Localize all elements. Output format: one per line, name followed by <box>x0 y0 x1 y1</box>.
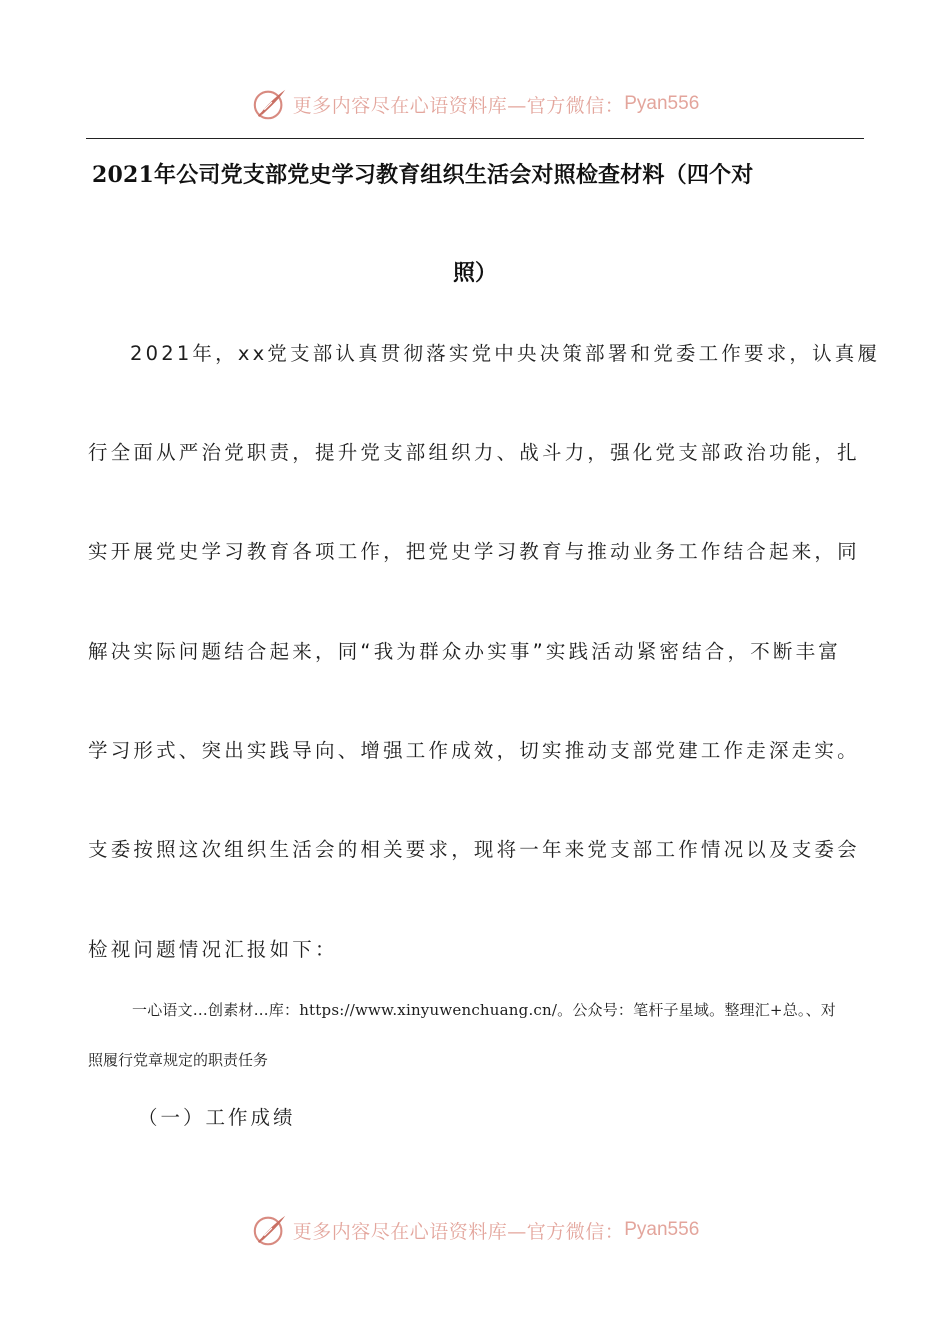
body-line-2: 行全面从严治党职责，提升党支部组织力、战斗力，强化党支部政治功能，扎 <box>88 441 860 464</box>
body-line-6: 支委按照这次组织生活会的相关要求，现将一年来党支部工作情况以及支委会 <box>88 838 860 861</box>
body-line-4: 解决实际问题结合起来，同“我为群众办实事”实践活动紧密结合，不断丰富 <box>88 640 842 663</box>
header-rule <box>86 138 864 139</box>
header-watermark-text: 更多内容尽在心语资料库—官方微信： <box>292 94 625 117</box>
document-title-line-2: 照） <box>452 260 497 286</box>
body-line-5: 学习形式、突出实践导向、增强工作成效，切实推动支部党建工作走深走实。 <box>88 739 860 762</box>
body-line-1: 2021年，xx党支部认真贯彻落实党中央决策部署和党委工作要求，认真履 <box>130 342 881 365</box>
quill-logo-icon <box>251 1211 289 1249</box>
footer-watermark-banner <box>0 1208 950 1252</box>
body-line-3: 实开展党史学习教育各项工作，把党史学习教育与推动业务工作结合起来，同 <box>88 540 860 563</box>
footer-watermark-account: Pyan556 <box>624 1219 700 1240</box>
footer-watermark-text: 更多内容尽在心语资料库—官方微信： <box>292 1220 625 1243</box>
quill-logo-icon <box>251 85 289 123</box>
body-line-7: 检视问题情况汇报如下： <box>88 938 338 961</box>
header-watermark-banner <box>0 82 950 126</box>
document-title-line-1: 2021年公司党支部党史学习教育组织生活会对照检查材料（四个对 <box>92 162 754 188</box>
header-watermark-account: Pyan556 <box>624 93 700 114</box>
section-heading: （一）工作成绩 <box>138 1106 296 1129</box>
notice-line-1: 一心语文…创素材…库：https://www.xinyuwenchuang.cn/。公众号：笔杆子星域。整理汇+总。、对 <box>132 1001 836 1019</box>
notice-line-2: 照履行党章规定的职责任务 <box>88 1051 269 1069</box>
